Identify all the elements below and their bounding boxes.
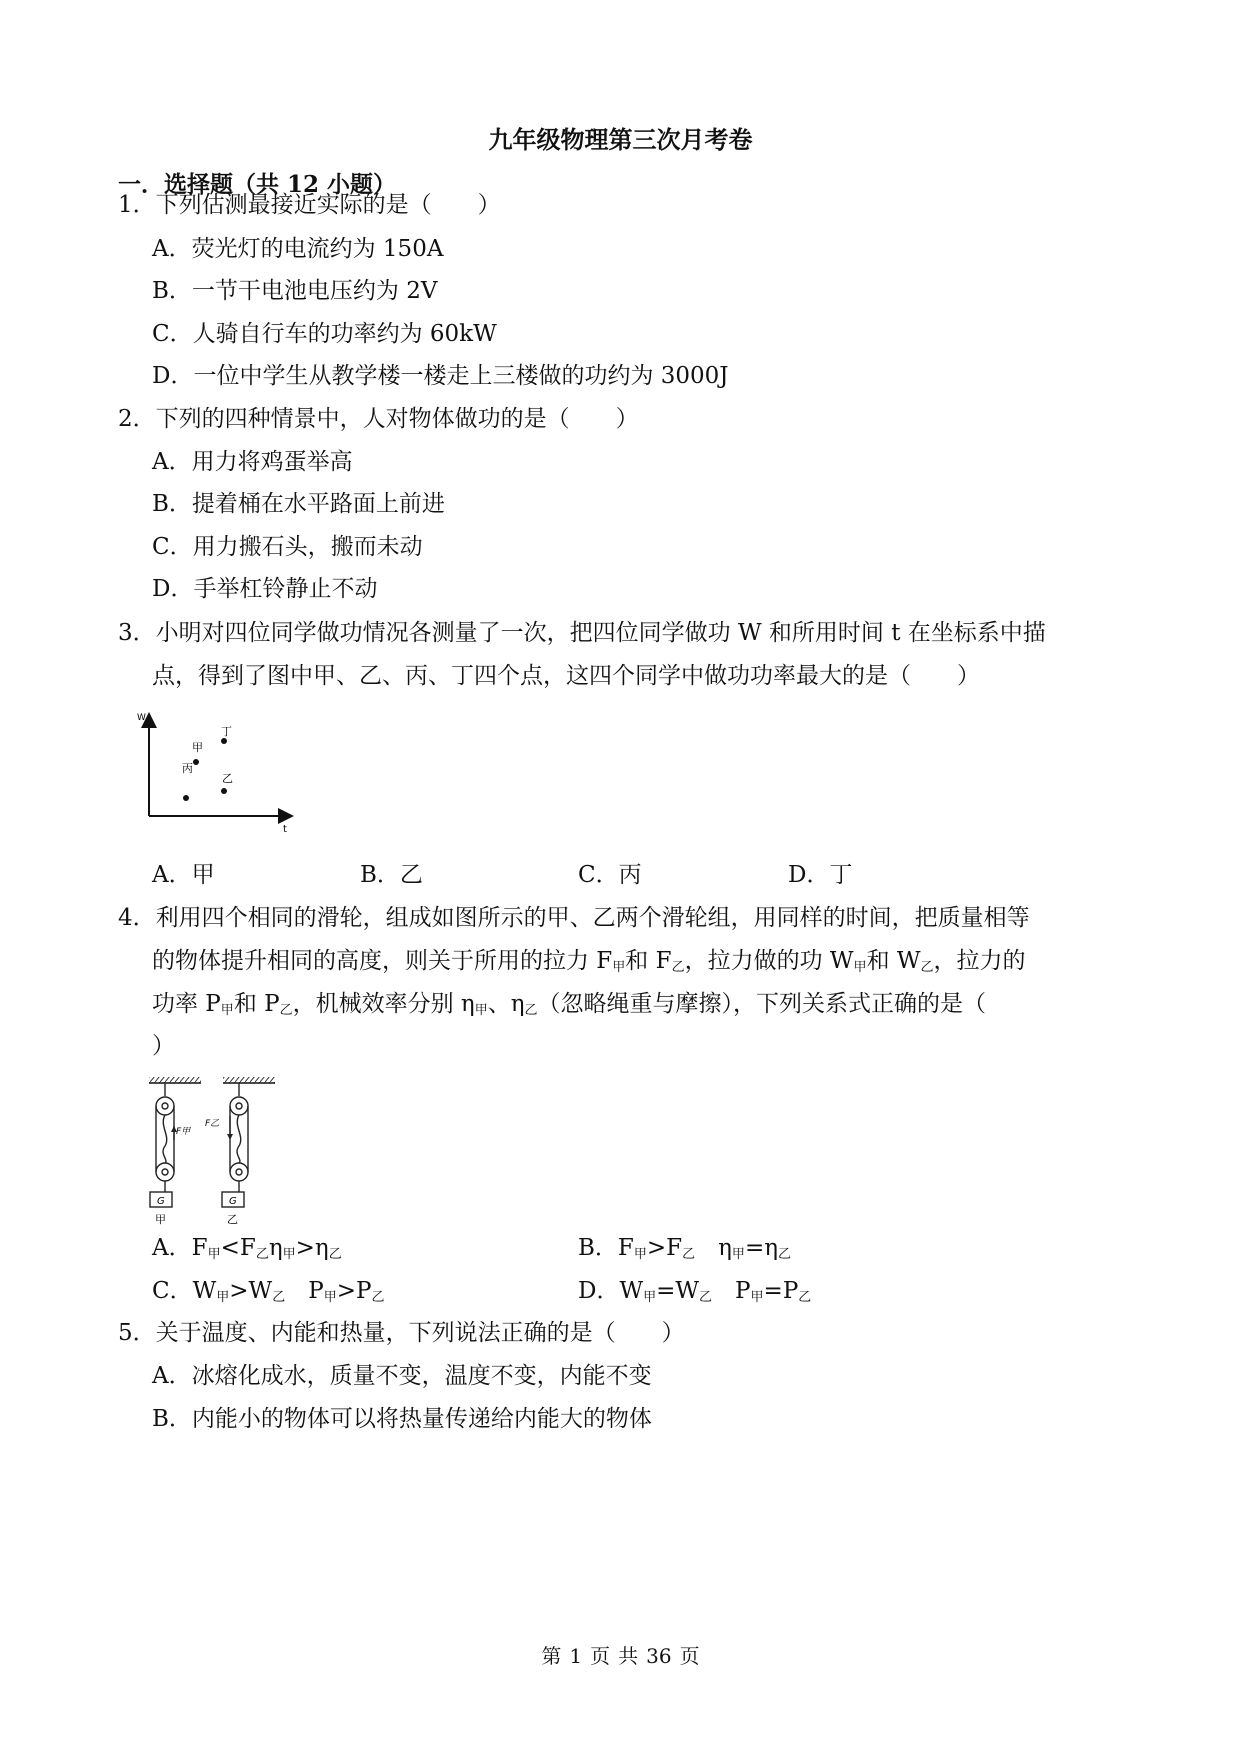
point-bing bbox=[183, 795, 189, 801]
ceiling-left bbox=[149, 1077, 201, 1083]
page-title: 九年级物理第三次月考卷 bbox=[488, 125, 753, 154]
question-2-option-a[interactable]: A．用力将鸡蛋举高 bbox=[152, 449, 353, 475]
question-1-stem: 1．下列估测最接近实际的是（ ） bbox=[118, 192, 501, 218]
question-4-stem-line4: ） bbox=[152, 1033, 175, 1059]
question-4-option-d[interactable]: D．$W_甲=W_乙$ $P_甲=P_乙$ bbox=[578, 1278, 812, 1305]
question-5-stem: 5．关于温度、内能和热量，下列说法正确的是（ ） bbox=[118, 1320, 685, 1346]
question-3-option-b[interactable]: B．乙 bbox=[360, 862, 423, 888]
figure-label-yi: 乙 bbox=[227, 1213, 238, 1226]
question-2-option-b[interactable]: B．提着桶在水平路面上前进 bbox=[152, 491, 445, 517]
point-label-bing: 丙 bbox=[182, 762, 193, 775]
point-ding bbox=[221, 738, 227, 744]
page-footer: 第 1 页 共 36 页 bbox=[541, 1644, 700, 1668]
question-4-stem-line2: 的物体提升相同的高度，则关于所用的拉力 $F_甲$和 $F_乙$，拉力做的功 $W_甲$和 $W_乙$，拉力的 bbox=[152, 948, 1026, 975]
weight-label-yi: G bbox=[229, 1196, 237, 1207]
question-3-stem-line2: 点，得到了图中甲、乙、丙、丁四个点，这四个同学中做功功率最大的是（ ） bbox=[152, 663, 980, 689]
pulley-system-yi bbox=[230, 1083, 248, 1192]
question-1-option-a[interactable]: A．荧光灯的电流约为 150A bbox=[152, 236, 444, 262]
question-2-option-c[interactable]: C．用力搬石头，搬而未动 bbox=[152, 534, 423, 560]
question-1-option-d[interactable]: D．一位中学生从教学楼一楼走上三楼做的功约为 3000J bbox=[152, 363, 729, 389]
question-5-option-a[interactable]: A．冰熔化成水，质量不变，温度不变，内能不变 bbox=[152, 1363, 652, 1389]
x-axis-label: t bbox=[283, 824, 287, 835]
figure-label-jia: 甲 bbox=[155, 1213, 166, 1226]
point-label-jia: 甲 bbox=[192, 741, 203, 754]
question-3-stem-line1: 3．小明对四位同学做功情况各测量了一次，把四位同学做功 W 和所用时间 t 在坐标系中描 bbox=[118, 620, 1046, 646]
point-label-ding: 丁 bbox=[221, 725, 232, 738]
force-label-yi: F乙 bbox=[205, 1119, 220, 1129]
pulley-system-jia bbox=[156, 1083, 174, 1192]
weight-label-jia: G bbox=[157, 1196, 165, 1207]
page-number: 1 bbox=[569, 1644, 583, 1668]
question-4-option-c[interactable]: C．$W_甲>W_乙$ $P_甲>P_乙$ bbox=[152, 1278, 385, 1305]
ceiling-right bbox=[223, 1077, 275, 1083]
pulley-systems-figure bbox=[145, 1076, 295, 1228]
question-4-option-b[interactable]: B．$F_甲>F_乙$ $\eta_甲=\eta_乙$ bbox=[578, 1235, 792, 1262]
work-time-graph bbox=[137, 710, 330, 860]
question-4-option-a[interactable]: A．$F_甲<F_乙\eta_甲>\eta_乙$ bbox=[152, 1235, 342, 1262]
question-3-option-a[interactable]: A．甲 bbox=[152, 862, 215, 888]
force-label-jia: F甲 bbox=[176, 1127, 191, 1137]
question-1-option-b[interactable]: B．一节干电池电压约为 2V bbox=[152, 278, 438, 304]
question-1-option-c[interactable]: C．人骑自行车的功率约为 60kW bbox=[152, 321, 497, 347]
question-4-stem-line3: 功率 $P_甲$和 $P_乙$，机械效率分别 $\eta_甲$、$\eta_乙$（忽略绳重与摩擦），下列关系式正确的是（ bbox=[152, 991, 987, 1018]
point-jia bbox=[193, 759, 199, 765]
point-yi bbox=[221, 788, 227, 794]
question-3-option-c[interactable]: C．丙 bbox=[578, 862, 642, 888]
question-5-option-b[interactable]: B．内能小的物体可以将热量传递给内能大的物体 bbox=[152, 1406, 652, 1432]
question-2-stem: 2．下列的四种情景中，人对物体做功的是（ ） bbox=[118, 406, 639, 432]
total-pages: 36 bbox=[646, 1644, 672, 1668]
question-4-stem-line1: 4．利用四个相同的滑轮，组成如图所示的甲、乙两个滑轮组，用同样的时间，把质量相等 bbox=[118, 905, 1030, 931]
y-axis-label: W bbox=[137, 713, 146, 723]
question-2-option-d[interactable]: D．手举杠铃静止不动 bbox=[152, 576, 378, 602]
question-3-option-d[interactable]: D．丁 bbox=[788, 862, 853, 888]
section-heading: 一．选择题（共 12 小题） bbox=[118, 171, 397, 198]
point-label-yi: 乙 bbox=[222, 772, 233, 785]
